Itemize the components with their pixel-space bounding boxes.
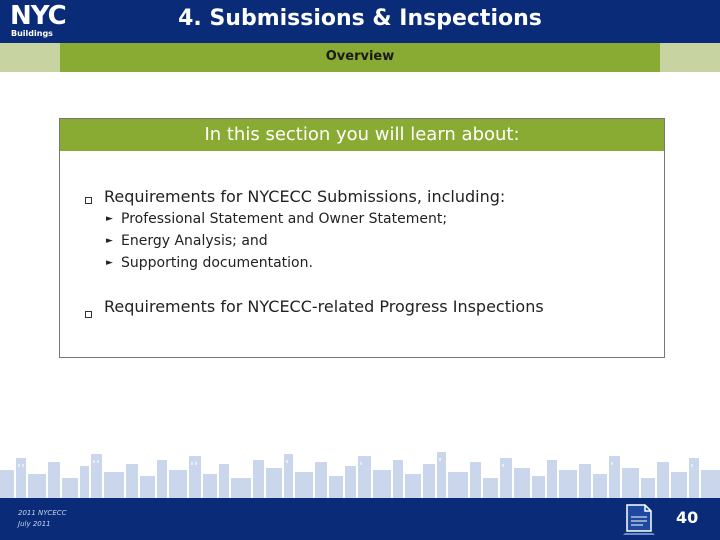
triangle-bullet-icon: ► [106, 214, 113, 224]
city-skyline-graphic [0, 450, 720, 498]
learning-objectives-box [59, 118, 665, 358]
logo-subtext: Buildings [11, 29, 53, 38]
page-number: 40 [676, 508, 699, 527]
objective-item: Requirements for NYCECC-related Progress Inspections [104, 297, 544, 316]
slide-title: 4. Submissions & Inspections [178, 6, 542, 31]
footer-code-name: 2011 NYCECC [18, 509, 67, 517]
checkbox-bullet-icon [85, 197, 92, 204]
logo-text: NYC [10, 1, 66, 31]
subheader-band [60, 43, 660, 72]
box-heading: In this section you will learn about: [204, 124, 520, 145]
header-bar [0, 0, 720, 43]
checkbox-bullet-icon [85, 311, 92, 318]
triangle-bullet-icon: ► [106, 236, 113, 246]
objective-item: Requirements for NYCECC Submissions, including: [104, 187, 506, 206]
objective-subitem: Supporting documentation. [121, 255, 313, 271]
footer-date: July 2011 [18, 520, 51, 528]
objective-subitem: Energy Analysis; and [121, 233, 268, 249]
nyc-buildings-logo [8, 1, 92, 40]
box-header [60, 119, 664, 151]
objective-subitem: Professional Statement and Owner Statement; [121, 211, 448, 227]
section-subtitle: Overview [325, 49, 395, 64]
footer-bar [0, 498, 720, 540]
triangle-bullet-icon: ► [106, 258, 113, 268]
document-icon [619, 501, 659, 535]
subheader-bar [0, 43, 720, 72]
